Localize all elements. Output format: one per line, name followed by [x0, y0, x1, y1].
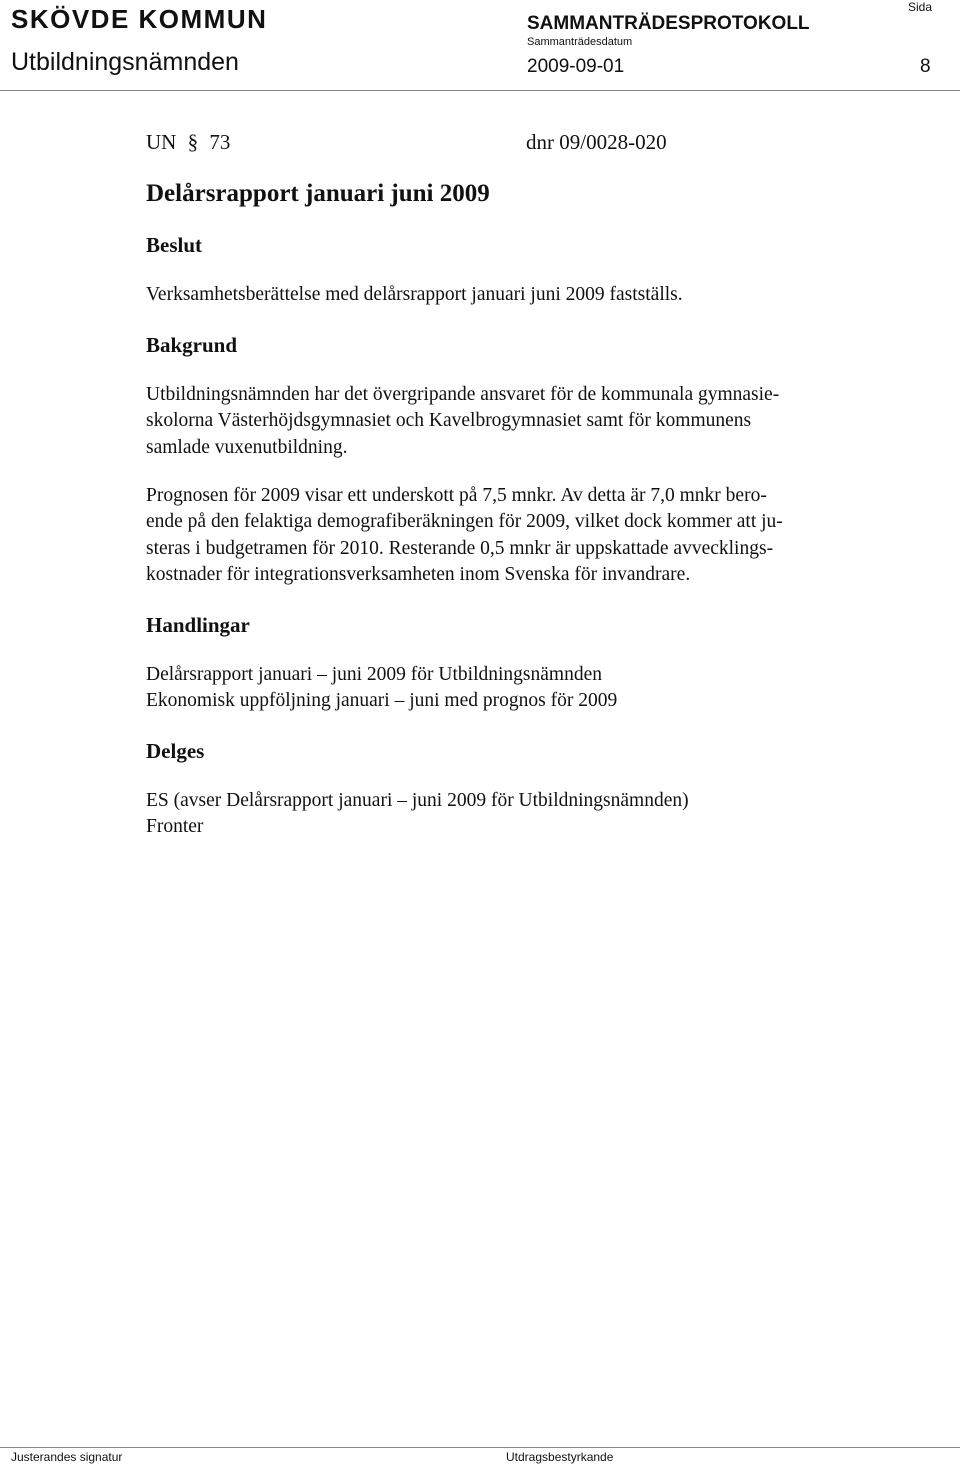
committee-name: Utbildningsnämnden [11, 48, 239, 76]
page-label: Sida [908, 0, 933, 14]
beslut-heading: Beslut [146, 233, 203, 257]
case-prefix: UN [146, 130, 177, 154]
delges-item: Fronter [146, 816, 204, 837]
paragraph-line: skolorna Västerhöjdsgymnasiet och Kavelbrogymnasiet samt för kommunens [146, 410, 752, 432]
handlingar-heading: Handlingar [146, 613, 250, 637]
paragraph-line: Utbildningsnämnden har det övergripande ansvaret för de kommunala gymnasie- [146, 384, 780, 405]
paragraph-line: steras i budgetramen för 2010. Resterande 0,5 mnkr är uppskattade avvecklings- [146, 537, 774, 559]
paragraph-line: kostnader för integrationsverksamheten inom Svenska för invandrare. [146, 563, 691, 585]
delges-heading: Delges [146, 739, 205, 763]
signature-label: Justerandes signatur [11, 1450, 123, 1464]
delges-item: ES (avser Delårsrapport januari – juni 2009 för Utbildningsnämnden) [146, 790, 689, 811]
date-label: Sammanträdesdatum [527, 36, 633, 48]
organization-logo: SKÖVDE KOMMUN [11, 4, 268, 34]
document-type: SAMMANTRÄDESPROTOKOLL [527, 13, 810, 34]
paragraph-line: samlade vuxenutbildning. [146, 436, 348, 458]
handlingar-item: Delårsrapport januari – juni 2009 för Utbildningsnämnden [146, 664, 602, 685]
footer-divider [0, 1447, 960, 1448]
extract-certification-label: Utdragsbestyrkande [506, 1450, 614, 1464]
case-number: 73 [209, 130, 231, 154]
bakgrund-paragraph-1 [146, 382, 896, 461]
beslut-text: Verksamhetsberättelse med delårsrapport januari juni 2009 fastställs. [146, 284, 683, 305]
case-title: Delårsrapport januari juni 2009 [146, 180, 490, 207]
paragraph-line: Prognosen för 2009 visar ett underskott på 7,5 mnkr. Av detta är 7,0 mnkr bero- [146, 485, 767, 506]
bakgrund-paragraph-2 [146, 483, 896, 588]
meeting-date: 2009-09-01 [527, 56, 625, 77]
header-divider [0, 90, 960, 91]
page-number: 8 [920, 56, 931, 77]
handlingar-item: Ekonomisk uppföljning januari – juni med prognos för 2009 [146, 690, 618, 711]
paragraph-line: ende på den felaktiga demografiberäkningen för 2009, vilket dock kommer att ju- [146, 511, 783, 533]
bakgrund-heading: Bakgrund [146, 333, 238, 357]
section-sign: § [187, 130, 199, 154]
case-id [146, 130, 230, 155]
case-dnr: dnr 09/0028-020 [526, 130, 667, 154]
